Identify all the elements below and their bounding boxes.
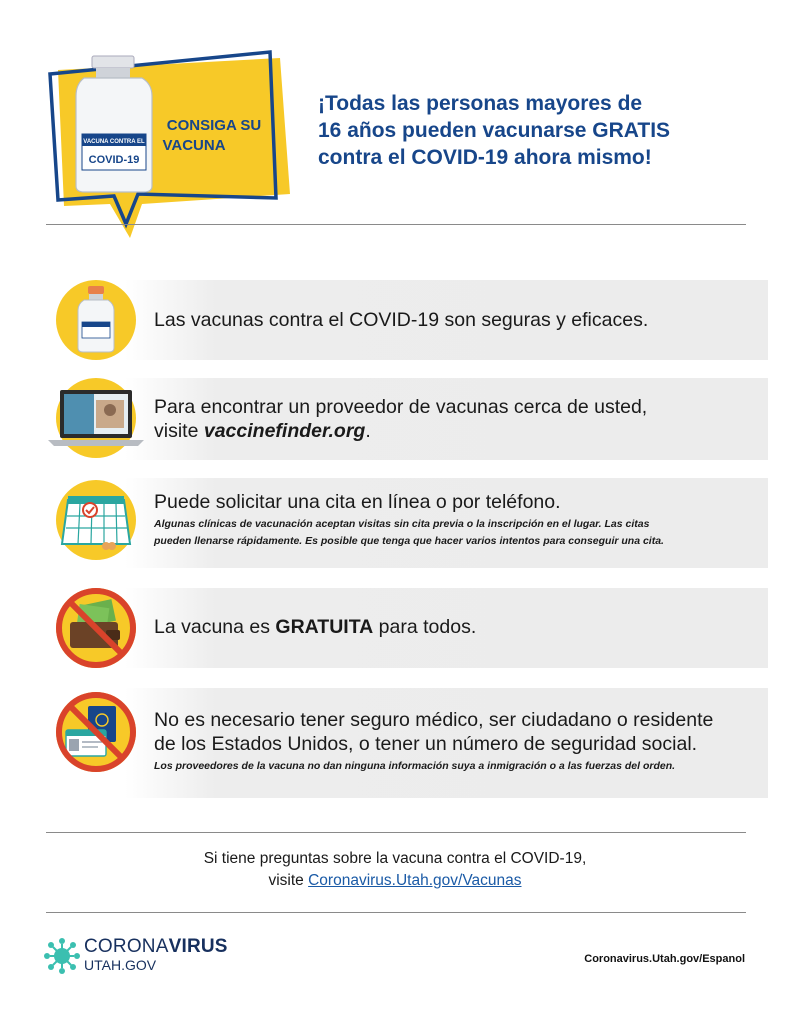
info-row-text	[154, 708, 764, 775]
info-row-text	[154, 615, 764, 639]
footer-url: Coronavirus.Utah.gov/Espanol	[584, 953, 745, 965]
info-row-text	[154, 490, 764, 550]
row-text-prefix: visite	[154, 420, 204, 442]
vial-label-main: COVID-19	[88, 154, 140, 166]
logo-sub: UTAH.GOV	[84, 957, 157, 973]
title-line: ¡Todas las personas mayores de	[318, 92, 643, 115]
contact-line: Si tiene preguntas sobre la vacuna contra el COVID-19,	[203, 850, 587, 867]
logo-virus: VIRUS	[168, 936, 228, 957]
row-text-suffix: .	[365, 420, 371, 442]
row-sub-text: Los proveedores de la vacuna no dan ninguna información suya a inmigración o a las fuerzas del orden.	[154, 760, 676, 772]
contact-line	[100, 870, 690, 892]
row-main-text: Puede solicitar una cita en línea o por teléfono.	[154, 491, 561, 513]
logo-corona: CORONA	[84, 936, 169, 957]
row-main-text	[154, 419, 764, 443]
info-row-text	[154, 395, 764, 443]
title-line: 16 años pueden vacunarse GRATIS	[318, 119, 671, 142]
row-main-text: de los Estados Unidos, o tener un número de seguridad social.	[154, 733, 698, 755]
divider	[46, 832, 746, 833]
laptop-icon	[46, 376, 146, 460]
title-line: contra el COVID-19 ahora mismo!	[318, 146, 652, 169]
divider	[46, 224, 746, 225]
row-main-text: Las vacunas contra el COVID-19 son seguras y eficaces.	[154, 309, 649, 331]
vacunas-link[interactable]: Coronavirus.Utah.gov/Vacunas	[308, 872, 522, 889]
logo-wordmark	[84, 936, 228, 958]
row-sub-line: Algunas clínicas de vacunación aceptan visitas sin cita previa o la inscripción en el lugar. Las citas	[154, 518, 650, 530]
row-main-text: No es necesario tener seguro médico, ser ciudadano o residente	[154, 709, 714, 731]
row-text-bold: GRATUITA	[275, 616, 374, 638]
vaccine-vial-icon	[54, 278, 138, 362]
row-main-text	[154, 615, 764, 639]
row-text-suffix: para todos.	[373, 616, 477, 638]
no-money-icon	[54, 586, 138, 670]
vaccinefinder-link[interactable]: vaccinefinder.org	[203, 420, 366, 442]
hero-badge	[44, 48, 294, 244]
info-row-text	[154, 308, 764, 332]
page-title	[318, 90, 758, 171]
badge-line1: CONSIGA SU	[166, 117, 262, 134]
divider	[46, 912, 746, 913]
contact-info	[100, 848, 690, 892]
coronavirus-utah-logo	[42, 936, 242, 976]
row-sub-text	[154, 516, 764, 550]
row-sub-line: pueden llenarse rápidamente. Es posible que tenga que hacer varios intentos para conseguir una cita.	[154, 535, 664, 547]
row-text-prefix: La vacuna es	[154, 616, 276, 638]
no-id-documents-icon	[54, 690, 138, 774]
badge-line2: VACUNA	[162, 137, 226, 154]
virus-icon	[42, 936, 82, 976]
vial-label-top: VACUNA CONTRA EL	[83, 139, 145, 145]
row-main-text: Para encontrar un proveedor de vacunas cerca de usted,	[154, 396, 648, 418]
contact-prefix: visite	[268, 872, 309, 889]
calendar-icon	[54, 478, 138, 562]
